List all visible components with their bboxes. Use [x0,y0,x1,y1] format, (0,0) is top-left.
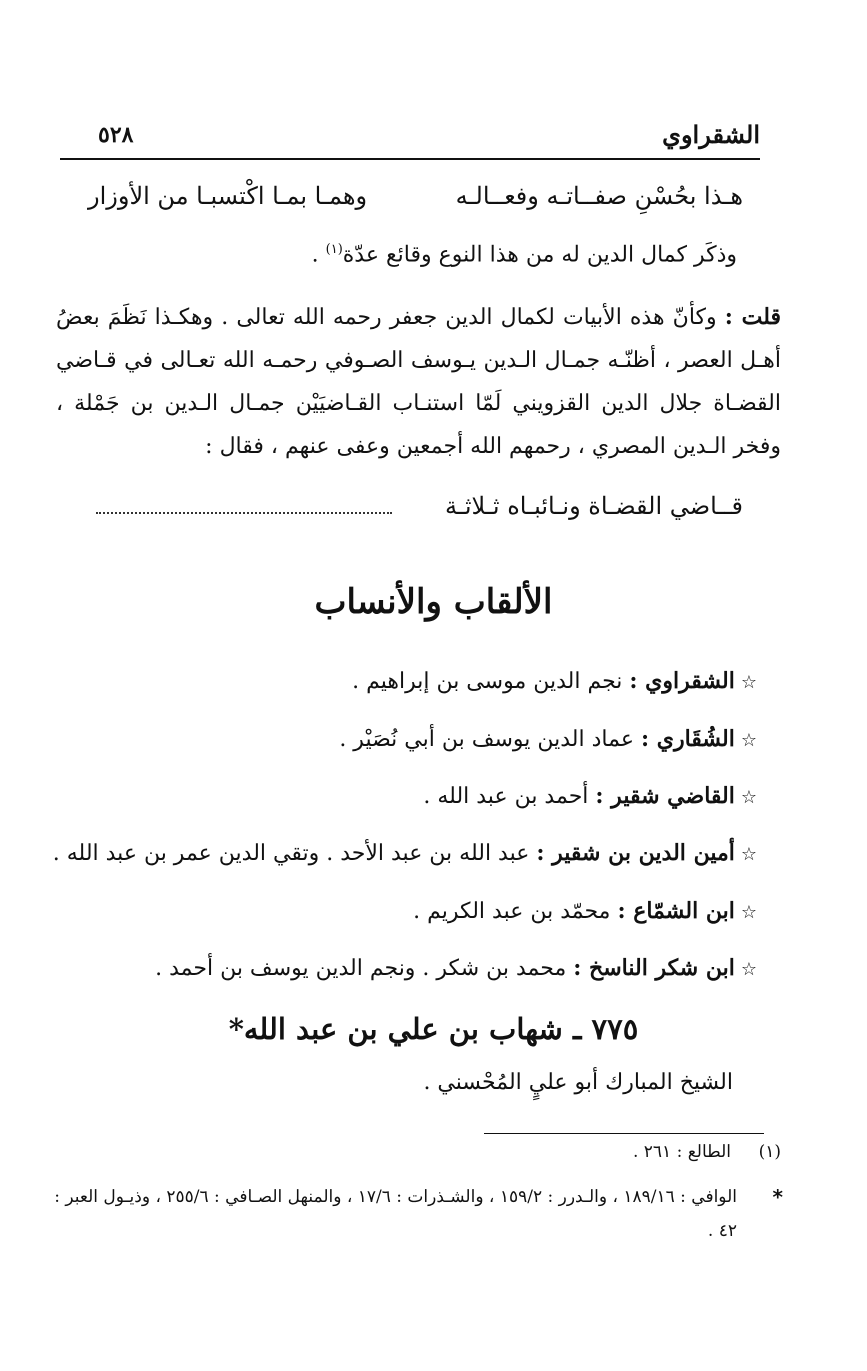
running-title: الشقراوي [662,120,760,149]
verse1-right-hemistich: هـذا بحُسْنِ صفــاتـه وفعــالـه [455,182,743,210]
paragraph [56,296,781,468]
prose-line [312,242,737,267]
entry-item [339,726,757,752]
entry-term: أمين الدين بن شقير : [536,840,735,866]
verse2-right-hemistich: قــاضي القضـاة ونـائبـاه ثـلاثـة [444,492,743,520]
biography-text: الشيخ المبارك أبو عليٍ المُحْسني . [423,1070,733,1095]
footnote-star [51,1180,781,1248]
star-icon: ☆ [740,787,757,808]
entry-term: الشقراوي : [629,668,735,694]
verse2-dotted-rule [96,512,392,514]
entry-item [352,668,757,694]
paragraph-lead: قلت : [724,304,781,330]
section-heading: الألقاب والأنساب [314,582,553,622]
entry-item [155,955,757,981]
entry-term: القاضي شقير : [595,783,735,809]
page-header [60,118,760,160]
page-number: ٥٢٨ [98,122,134,148]
entry-term: ابن الشمّاع : [617,898,735,924]
footnote-rule [484,1133,764,1134]
entry-text: محمد بن شكر . ونجم الدين يوسف بن أحمد . [155,956,574,981]
star-icon: ☆ [740,902,757,923]
footnote-ref: (١) [325,242,343,257]
entry-text: محمّد بن عبد الكريم . [413,899,618,924]
star-icon: ☆ [740,672,757,693]
footnote-star-marker: * [772,1185,783,1209]
verse1-left-hemistich: وهمـا بمـا اكْتسبـا من الأوزار [88,182,368,210]
footnote-1-text: الطالع : ٢٦١ . [632,1142,731,1162]
footnote-star-text: الوافي : ١٨٩/١٦ ، والـدرر : ١٥٩/٢ ، والشـذرات : ١٧/٦ ، والمنهل الصـافي : ٢٥٥/٦ ، وذيـول العبر : ٤٢ . [54,1187,737,1241]
biography-heading: ٧٧٥ ـ شهاب بن علي بن عبد الله* [228,1012,639,1046]
entry-term: ابن شكر الناسخ : [573,955,735,981]
entry-text: عماد الدين يوسف بن أبي نُصَيْر . [339,727,641,752]
entry-item [53,840,757,866]
star-icon: ☆ [740,730,757,751]
entry-text: أحمد بن عبد الله . [423,784,596,809]
footnote-1-marker: (١) [758,1142,781,1162]
star-icon: ☆ [740,844,757,865]
star-icon: ☆ [740,959,757,980]
entry-text: عبد الله بن عبد الأحد . وتقي الدين عمر بن عبد الله . [52,841,537,866]
entry-item [413,898,757,924]
entry-text: نجم الدين موسى بن إبراهيم . [352,669,630,694]
paragraph-text: وكأنّ هذه الأبيات لكمال الدين جعفر رحمه الله تعالى . وهكـذا نَظَمَ بعضُ أهـل العصر ، أظنّـه جمـال الـدين يـوسف الصـوفي رحمـه الله تعـالى في قـاضي القضـاة جلال الدين القزويني لَمّا استنـاب القـاضيَيْن جمـال الـدين بن جَمْلة ، وفخر الـدين المصري ، رحمهم الله أجمعين وعفى عنهم ، فقال : [56,305,781,459]
entry-term: الشُقَاري : [640,726,735,752]
prose-line-text: وذكَر كمال الدين له من هذا النوع وقائع عدّة [342,242,737,268]
entry-item [423,783,757,809]
footnote-1 [633,1142,781,1162]
prose-line-end: . [311,242,326,268]
